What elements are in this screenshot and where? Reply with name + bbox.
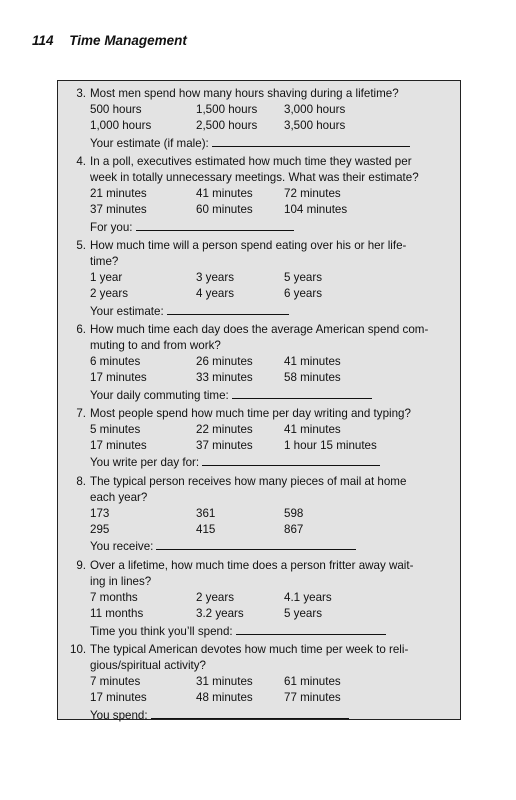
answer-options bbox=[90, 506, 455, 538]
prompt-label: You spend: bbox=[90, 708, 148, 722]
question-body bbox=[90, 558, 455, 640]
question-body bbox=[90, 154, 455, 236]
answer-option: 21 minutes bbox=[90, 187, 147, 201]
answer-options bbox=[90, 674, 455, 706]
question-number: 7. bbox=[76, 406, 86, 420]
question-5 bbox=[70, 238, 455, 320]
answer-option: 31 minutes bbox=[196, 675, 253, 689]
page-number: 114 bbox=[32, 33, 54, 48]
answer-option: 5 minutes bbox=[90, 423, 141, 437]
answer-prompt bbox=[90, 303, 455, 320]
answer-option: 415 bbox=[196, 523, 216, 537]
answer-options bbox=[90, 270, 455, 302]
question-text-line: In a poll, executives estimated how much time they wasted per bbox=[90, 154, 412, 168]
answer-option: 1,000 hours bbox=[90, 119, 152, 133]
answer-option: 173 bbox=[90, 507, 110, 521]
question-text-line: each year? bbox=[90, 490, 148, 504]
question-text-line: The typical person receives how many pieces of mail at home bbox=[90, 474, 407, 488]
question-3 bbox=[70, 86, 455, 152]
prompt-label: For you: bbox=[90, 220, 133, 234]
answer-option: 104 minutes bbox=[284, 203, 348, 217]
answer-option: 61 minutes bbox=[284, 675, 341, 689]
question-text-line: muting to and from work? bbox=[90, 339, 221, 353]
question-text-line: time? bbox=[90, 255, 119, 269]
answer-option: 26 minutes bbox=[196, 355, 253, 369]
prompt-label: Your estimate: bbox=[90, 304, 164, 318]
answer-prompt bbox=[90, 454, 455, 471]
answer-option: 2,500 hours bbox=[196, 119, 258, 133]
answer-option: 7 minutes bbox=[90, 675, 141, 689]
answer-option: 6 years bbox=[284, 287, 323, 301]
answer-blank[interactable] bbox=[212, 135, 410, 147]
answer-options bbox=[90, 422, 455, 454]
answer-option: 37 minutes bbox=[196, 439, 253, 453]
question-4 bbox=[70, 154, 455, 236]
answer-option: 3.2 years bbox=[196, 607, 244, 621]
question-9 bbox=[70, 558, 455, 640]
answer-option: 1 year bbox=[90, 271, 123, 285]
prompt-label: Your estimate (if male): bbox=[90, 136, 209, 150]
question-number: 10. bbox=[70, 642, 87, 656]
answer-option: 17 minutes bbox=[90, 439, 147, 453]
answer-option: 22 minutes bbox=[196, 423, 253, 437]
answer-option: 4.1 years bbox=[284, 591, 332, 605]
answer-blank[interactable] bbox=[202, 454, 380, 466]
question-text-line: How much time each day does the average American spend com- bbox=[90, 322, 429, 336]
answer-option: 361 bbox=[196, 507, 216, 521]
question-body bbox=[90, 474, 455, 556]
prompt-label: You receive: bbox=[90, 540, 154, 554]
answer-option: 1,500 hours bbox=[196, 103, 258, 117]
answer-option: 72 minutes bbox=[284, 187, 341, 201]
answer-blank[interactable] bbox=[136, 219, 294, 231]
answer-option: 17 minutes bbox=[90, 691, 147, 705]
running-header bbox=[32, 33, 187, 48]
answer-prompt bbox=[90, 135, 455, 152]
question-body bbox=[90, 238, 455, 320]
answer-blank[interactable] bbox=[236, 623, 386, 635]
answer-option: 2 years bbox=[196, 591, 235, 605]
answer-option: 867 bbox=[284, 523, 304, 537]
answer-option: 1 hour 15 minutes bbox=[284, 439, 377, 453]
answer-option: 41 minutes bbox=[196, 187, 253, 201]
answer-prompt bbox=[90, 623, 455, 640]
question-10 bbox=[70, 642, 455, 724]
prompt-label: You write per day for: bbox=[90, 456, 200, 470]
question-number: 6. bbox=[76, 322, 86, 336]
answer-options bbox=[90, 102, 455, 134]
answer-option: 11 months bbox=[90, 607, 144, 621]
question-number: 8. bbox=[76, 474, 86, 488]
question-text-line: How much time will a person spend eating over his or her life- bbox=[90, 238, 407, 252]
answer-options bbox=[90, 354, 455, 386]
answer-blank[interactable] bbox=[232, 387, 372, 399]
question-text-line: gious/spiritual activity? bbox=[90, 658, 206, 672]
question-8 bbox=[70, 474, 455, 556]
question-number: 5. bbox=[76, 238, 86, 252]
answer-option: 598 bbox=[284, 507, 304, 521]
answer-option: 4 years bbox=[196, 287, 235, 301]
answer-option: 3 years bbox=[196, 271, 235, 285]
answer-option: 3,000 hours bbox=[284, 103, 346, 117]
question-body bbox=[90, 642, 455, 724]
question-body bbox=[90, 86, 455, 152]
answer-option: 5 years bbox=[284, 271, 323, 285]
answer-options bbox=[90, 590, 455, 622]
question-text-line: The typical American devotes how much time per week to reli- bbox=[90, 642, 409, 656]
answer-option: 77 minutes bbox=[284, 691, 341, 705]
question-7 bbox=[70, 406, 455, 472]
answer-options bbox=[90, 186, 455, 218]
answer-option: 2 years bbox=[90, 287, 129, 301]
answer-prompt bbox=[90, 538, 455, 555]
answer-option: 37 minutes bbox=[90, 203, 147, 217]
answer-option: 58 minutes bbox=[284, 371, 341, 385]
answer-option: 48 minutes bbox=[196, 691, 253, 705]
question-text-line: ing in lines? bbox=[90, 574, 152, 588]
chapter-title: Time Management bbox=[69, 33, 187, 48]
answer-option: 41 minutes bbox=[284, 423, 341, 437]
question-6 bbox=[70, 322, 455, 404]
answer-prompt bbox=[90, 707, 455, 724]
answer-blank[interactable] bbox=[151, 707, 349, 719]
answer-option: 60 minutes bbox=[196, 203, 253, 217]
answer-prompt bbox=[90, 387, 455, 404]
question-number: 9. bbox=[76, 558, 86, 572]
question-text-line: Most people spend how much time per day writing and typing? bbox=[90, 406, 411, 420]
answer-option: 5 years bbox=[284, 607, 323, 621]
answer-option: 295 bbox=[90, 523, 110, 537]
answer-option: 33 minutes bbox=[196, 371, 253, 385]
question-number: 3. bbox=[76, 87, 86, 100]
prompt-label: Time you think you’ll spend: bbox=[90, 624, 233, 638]
answer-prompt bbox=[90, 219, 455, 236]
question-text-line: week in totally unnecessary meetings. What was their estimate? bbox=[90, 171, 419, 185]
question-number: 4. bbox=[76, 154, 86, 168]
answer-option: 17 minutes bbox=[90, 371, 147, 385]
answer-option: 500 hours bbox=[90, 103, 142, 117]
question-body bbox=[90, 406, 455, 472]
question-body bbox=[90, 322, 455, 404]
answer-option: 3,500 hours bbox=[284, 119, 346, 133]
answer-option: 41 minutes bbox=[284, 355, 341, 369]
answer-blank[interactable] bbox=[156, 538, 356, 550]
answer-blank[interactable] bbox=[167, 303, 289, 315]
answer-option: 7 months bbox=[90, 591, 138, 605]
question-text-line: Most men spend how many hours shaving during a lifetime? bbox=[90, 87, 399, 100]
answer-option: 6 minutes bbox=[90, 355, 141, 369]
question-text-line: Over a lifetime, how much time does a person fritter away wait- bbox=[90, 558, 414, 572]
prompt-label: Your daily commuting time: bbox=[90, 388, 229, 402]
quiz-content bbox=[70, 86, 455, 726]
